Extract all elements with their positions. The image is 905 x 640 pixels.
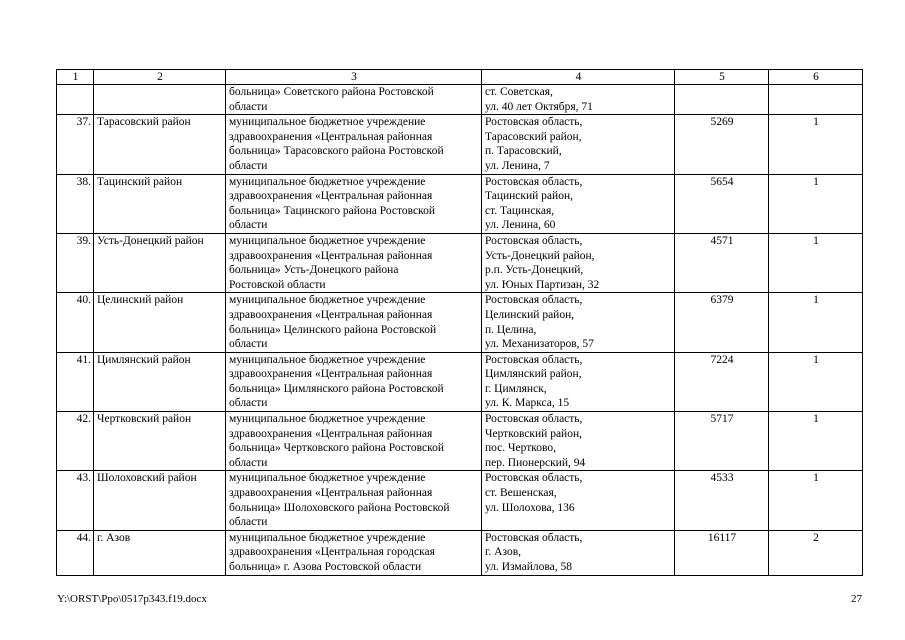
address — [482, 174, 675, 233]
institutions-table — [56, 69, 863, 576]
district-name: Целинский район — [94, 293, 226, 352]
institution-line: больница» Цимлянского района Ростовской — [229, 382, 444, 395]
institution-line: области — [229, 219, 268, 232]
institution-line: здравоохранения «Центральная районная — [229, 487, 433, 500]
table-row — [57, 115, 863, 174]
institution-line: больница» Шолоховского района Ростовской — [229, 501, 450, 514]
institution-name — [226, 293, 482, 352]
address-line: Ростовская область, — [485, 116, 583, 129]
address-line: пос. Чертково, — [485, 442, 556, 455]
value-col6: 1 — [769, 293, 863, 352]
institution-line: больница» Усть-Донецкого района — [229, 264, 399, 277]
row-number: 42. — [57, 412, 94, 471]
district-name: Шолоховский район — [94, 471, 226, 530]
address-line: Чертковский район, — [485, 427, 582, 440]
district-name: Чертковский район — [94, 412, 226, 471]
header-cell: 5 — [675, 70, 769, 85]
table-row — [57, 174, 863, 233]
institution-line: здравоохранения «Центральная районная — [229, 368, 433, 381]
institution-line: здравоохранения «Центральная районная — [229, 249, 433, 262]
institution-line: здравоохранения «Центральная районная — [229, 427, 433, 440]
address — [482, 233, 675, 292]
value-col6: 1 — [769, 115, 863, 174]
institution-line: области — [229, 159, 268, 172]
address-line: Тарасовский район, — [485, 130, 582, 143]
header-cell: 6 — [769, 70, 863, 85]
address-line: Тацинский район, — [485, 190, 573, 203]
institution-name — [226, 530, 482, 575]
institution-line: области — [229, 397, 268, 410]
institution-line: здравоохранения «Центральная районная — [229, 308, 433, 321]
address-line: ул. Ленина, 7 — [485, 159, 550, 172]
address-line: Усть-Донецкий район, — [485, 249, 595, 262]
institution-name — [226, 233, 482, 292]
table-header-row — [57, 70, 863, 85]
address-line: ул. К. Маркса, 15 — [485, 397, 570, 410]
address-line: ул. Шолохова, 136 — [485, 501, 575, 514]
row-number: 38. — [57, 174, 94, 233]
address — [482, 85, 675, 115]
address-line: Целинский район, — [485, 308, 575, 321]
address — [482, 293, 675, 352]
row-number: 44. — [57, 530, 94, 575]
row-number — [57, 85, 94, 115]
table-row — [57, 412, 863, 471]
institution-name — [226, 471, 482, 530]
address-line: п. Тарасовский, — [485, 145, 562, 158]
address-line: ул. Ленина, 60 — [485, 219, 556, 232]
value-col5: 7224 — [675, 352, 769, 411]
institution-name — [226, 174, 482, 233]
row-number: 39. — [57, 233, 94, 292]
district-name: Усть-Донецкий район — [94, 233, 226, 292]
address — [482, 471, 675, 530]
value-col5: 4533 — [675, 471, 769, 530]
value-col6: 1 — [769, 174, 863, 233]
institution-line: области — [229, 100, 268, 113]
address-line: Ростовская область, — [485, 413, 583, 426]
institution-line: больница» Тацинского района Ростовской — [229, 204, 435, 217]
address-line: ул. Юных Партизан, 32 — [485, 278, 600, 291]
address-line: ст. Тацинская, — [485, 204, 555, 217]
value-col6: 2 — [769, 530, 863, 575]
district-name: Тацинский район — [94, 174, 226, 233]
value-col5: 5654 — [675, 174, 769, 233]
district-name: Цимлянский район — [94, 352, 226, 411]
institution-line: Ростовской области — [229, 278, 326, 291]
institution-line: муниципальное бюджетное учреждение — [229, 234, 426, 247]
value-col6: 1 — [769, 352, 863, 411]
institution-name — [226, 115, 482, 174]
address-line: Ростовская область, — [485, 531, 583, 544]
institution-line: муниципальное бюджетное учреждение — [229, 294, 426, 307]
institution-line: области — [229, 338, 268, 351]
address-line: ул. Механизаторов, 57 — [485, 338, 594, 351]
value-col6: 1 — [769, 471, 863, 530]
address-line: ул. Измайлова, 58 — [485, 561, 572, 573]
address-line: пер. Пионерский, 94 — [485, 456, 586, 469]
district-name: Тарасовский район — [94, 115, 226, 174]
address — [482, 115, 675, 174]
address-line: ст. Советская, — [485, 86, 553, 98]
value-col6: 1 — [769, 412, 863, 471]
header-cell: 4 — [482, 70, 675, 85]
value-col5 — [675, 85, 769, 115]
address-line: Ростовская область, — [485, 234, 583, 247]
table-row — [57, 85, 863, 115]
address-line: р.п. Усть-Донецкий, — [485, 264, 584, 277]
address-line: Ростовская область, — [485, 353, 583, 366]
address-line: Ростовская область, — [485, 294, 583, 307]
institution-line: муниципальное бюджетное учреждение — [229, 175, 426, 188]
table-row — [57, 233, 863, 292]
institution-name — [226, 352, 482, 411]
institution-line: больница» Тарасовского района Ростовской — [229, 145, 444, 158]
institution-line: муниципальное бюджетное учреждение — [229, 353, 426, 366]
address-line: г. Азов, — [485, 546, 522, 559]
address — [482, 412, 675, 471]
address-line: г. Цимлянск, — [485, 382, 547, 395]
address-line: п. Целина, — [485, 323, 537, 336]
institution-line: муниципальное бюджетное учреждение — [229, 116, 426, 129]
address-line: ст. Вешенская, — [485, 487, 557, 500]
institution-name — [226, 85, 482, 115]
address — [482, 352, 675, 411]
institution-name — [226, 412, 482, 471]
table-row — [57, 293, 863, 352]
institution-line: здравоохранения «Центральная районная — [229, 130, 433, 143]
address-line: Цимлянский район, — [485, 368, 582, 381]
address — [482, 530, 675, 575]
institution-line: больница» г. Азова Ростовской области — [229, 561, 422, 573]
row-number: 40. — [57, 293, 94, 352]
address-line: Ростовская область, — [485, 472, 583, 485]
table-row — [57, 471, 863, 530]
row-number: 43. — [57, 471, 94, 530]
footer-file-path: Y:\ORST\Ppo\0517p343.f19.docx — [57, 593, 207, 605]
header-cell: 1 — [57, 70, 94, 85]
address-line: Ростовская область, — [485, 175, 583, 188]
table-row — [57, 530, 863, 575]
value-col6 — [769, 85, 863, 115]
institution-line: больница» Советского района Ростовской — [229, 86, 434, 98]
address-line: ул. 40 лет Октября, 71 — [485, 100, 593, 113]
value-col5: 6379 — [675, 293, 769, 352]
institution-line: муниципальное бюджетное учреждение — [229, 413, 426, 426]
institution-line: муниципальное бюджетное учреждение — [229, 472, 426, 485]
row-number: 41. — [57, 352, 94, 411]
institution-line: муниципальное бюджетное учреждение — [229, 531, 426, 544]
value-col6: 1 — [769, 233, 863, 292]
institution-line: здравоохранения «Центральная городская — [229, 546, 435, 559]
institution-line: области — [229, 516, 268, 529]
institution-line: больница» Чертковского района Ростовской — [229, 442, 444, 455]
page-number: 27 — [851, 593, 862, 605]
institution-line: здравоохранения «Центральная районная — [229, 190, 433, 203]
table-row — [57, 352, 863, 411]
value-col5: 16117 — [675, 530, 769, 575]
institution-line: области — [229, 456, 268, 469]
value-col5: 4571 — [675, 233, 769, 292]
district-name: г. Азов — [94, 530, 226, 575]
institution-line: больница» Целинского района Ростовской — [229, 323, 437, 336]
header-cell: 3 — [226, 70, 482, 85]
value-col5: 5717 — [675, 412, 769, 471]
district-name — [94, 85, 226, 115]
header-cell: 2 — [94, 70, 226, 85]
row-number: 37. — [57, 115, 94, 174]
value-col5: 5269 — [675, 115, 769, 174]
